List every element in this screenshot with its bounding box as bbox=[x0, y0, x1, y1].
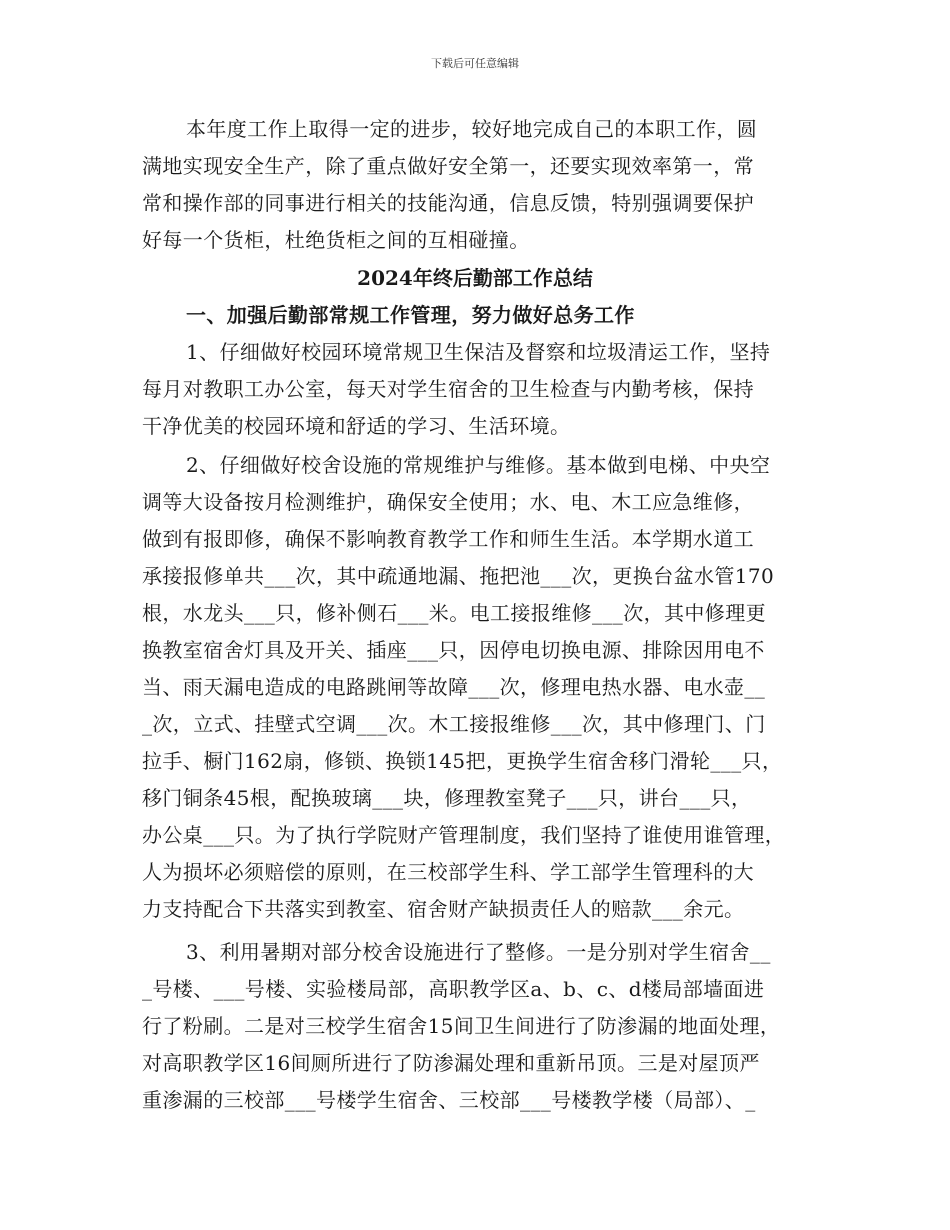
paragraph-line: 拉手、橱门162扇，修锁、换锁145把，更换学生宿舍移门滑轮___只， bbox=[142, 749, 783, 773]
paragraph-line: 每月对教职工办公室，每天对学生宿舍的卫生检查与内勤考核，保持 bbox=[142, 377, 754, 401]
paragraph-line: 做到有报即修，确保不影响教育教学工作和师生生活。本学期水道工 bbox=[142, 527, 754, 551]
paragraph-line: _号楼、___号楼、实验楼局部，高职教学区a、b、c、d楼局部墙面进 bbox=[142, 977, 765, 1001]
paragraph-line: 干净优美的校园环境和舒适的学习、生活环境。 bbox=[142, 414, 571, 438]
document-title: 2024年终后勤部工作总结 bbox=[357, 266, 593, 290]
paragraph-line: 2、仔细做好校舍设施的常规维护与维修。基本做到电梯、中央空 bbox=[186, 453, 771, 477]
paragraph-line: 换教室宿舍灯具及开关、插座___只，因停电切换电源、排除因用电不 bbox=[142, 638, 765, 662]
section-heading: 一、加强后勤部常规工作管理，努力做好总务工作 bbox=[186, 303, 635, 327]
paragraph-line: _次，立式、挂壁式空调___次。木工接报维修___次，其中修理门、门 bbox=[142, 712, 766, 736]
paragraph-line: 办公桌___只。为了执行学院财产管理制度，我们坚持了谁使用谁管理， bbox=[142, 823, 786, 847]
paragraph-line: 对高职教学区16间厕所进行了防渗漏处理和重新吊顶。三是对屋顶严 bbox=[142, 1051, 760, 1075]
intro-line: 满地实现安全生产，除了重点做好安全第一，还要实现效率第一，常 bbox=[142, 154, 754, 178]
paragraph-line: 移门铜条45根，配换玻璃___块，修理教室凳子___只，讲台___只， bbox=[142, 786, 752, 810]
paragraph-line: 根，水龙头___只，修补侧石___米。电工接报维修___次，其中修理更 bbox=[142, 601, 766, 625]
intro-line: 本年度工作上取得一定的进步，较好地完成自己的本职工作，圆 bbox=[186, 117, 758, 141]
paragraph-line: 行了粉刷。二是对三校学生宿舍15间卫生间进行了防渗漏的地面处理， bbox=[142, 1014, 781, 1038]
paragraph-line: 力支持配合下共落实到教室、宿舍财产缺损责任人的赔款___余元。 bbox=[142, 897, 745, 921]
page-header: 下载后可任意编辑 bbox=[431, 57, 519, 70]
intro-line: 好每一个货柜，杜绝货柜之间的互相碰撞。 bbox=[142, 228, 530, 252]
intro-line: 常和操作部的同事进行相关的技能沟通，信息反馈，特别强调要保护 bbox=[142, 191, 754, 215]
paragraph-line: 1、仔细做好校园环境常规卫生保洁及督察和垃圾清运工作，坚持 bbox=[186, 340, 771, 364]
paragraph-line: 承接报修单共___次，其中疏通地漏、拖把池___次，更换台盆水管170 bbox=[142, 564, 775, 588]
paragraph-line: 人为损坏必须赔偿的原则，在三校部学生科、学工部学生管理科的大 bbox=[142, 860, 754, 884]
paragraph-line: 调等大设备按月检测维护，确保安全使用；水、电、木工应急维修， bbox=[142, 490, 754, 514]
paragraph-line: 重渗漏的三校部___号楼学生宿舍、三校部___号楼教学楼（局部）、_ bbox=[142, 1088, 756, 1112]
paragraph-line: 3、利用暑期对部分校舍设施进行了整修。一是分别对学生宿舍__ bbox=[186, 940, 771, 964]
paragraph-line: 当、雨天漏电造成的电路跳闸等故障___次，修理电热水器、电水壶__ bbox=[142, 675, 766, 699]
